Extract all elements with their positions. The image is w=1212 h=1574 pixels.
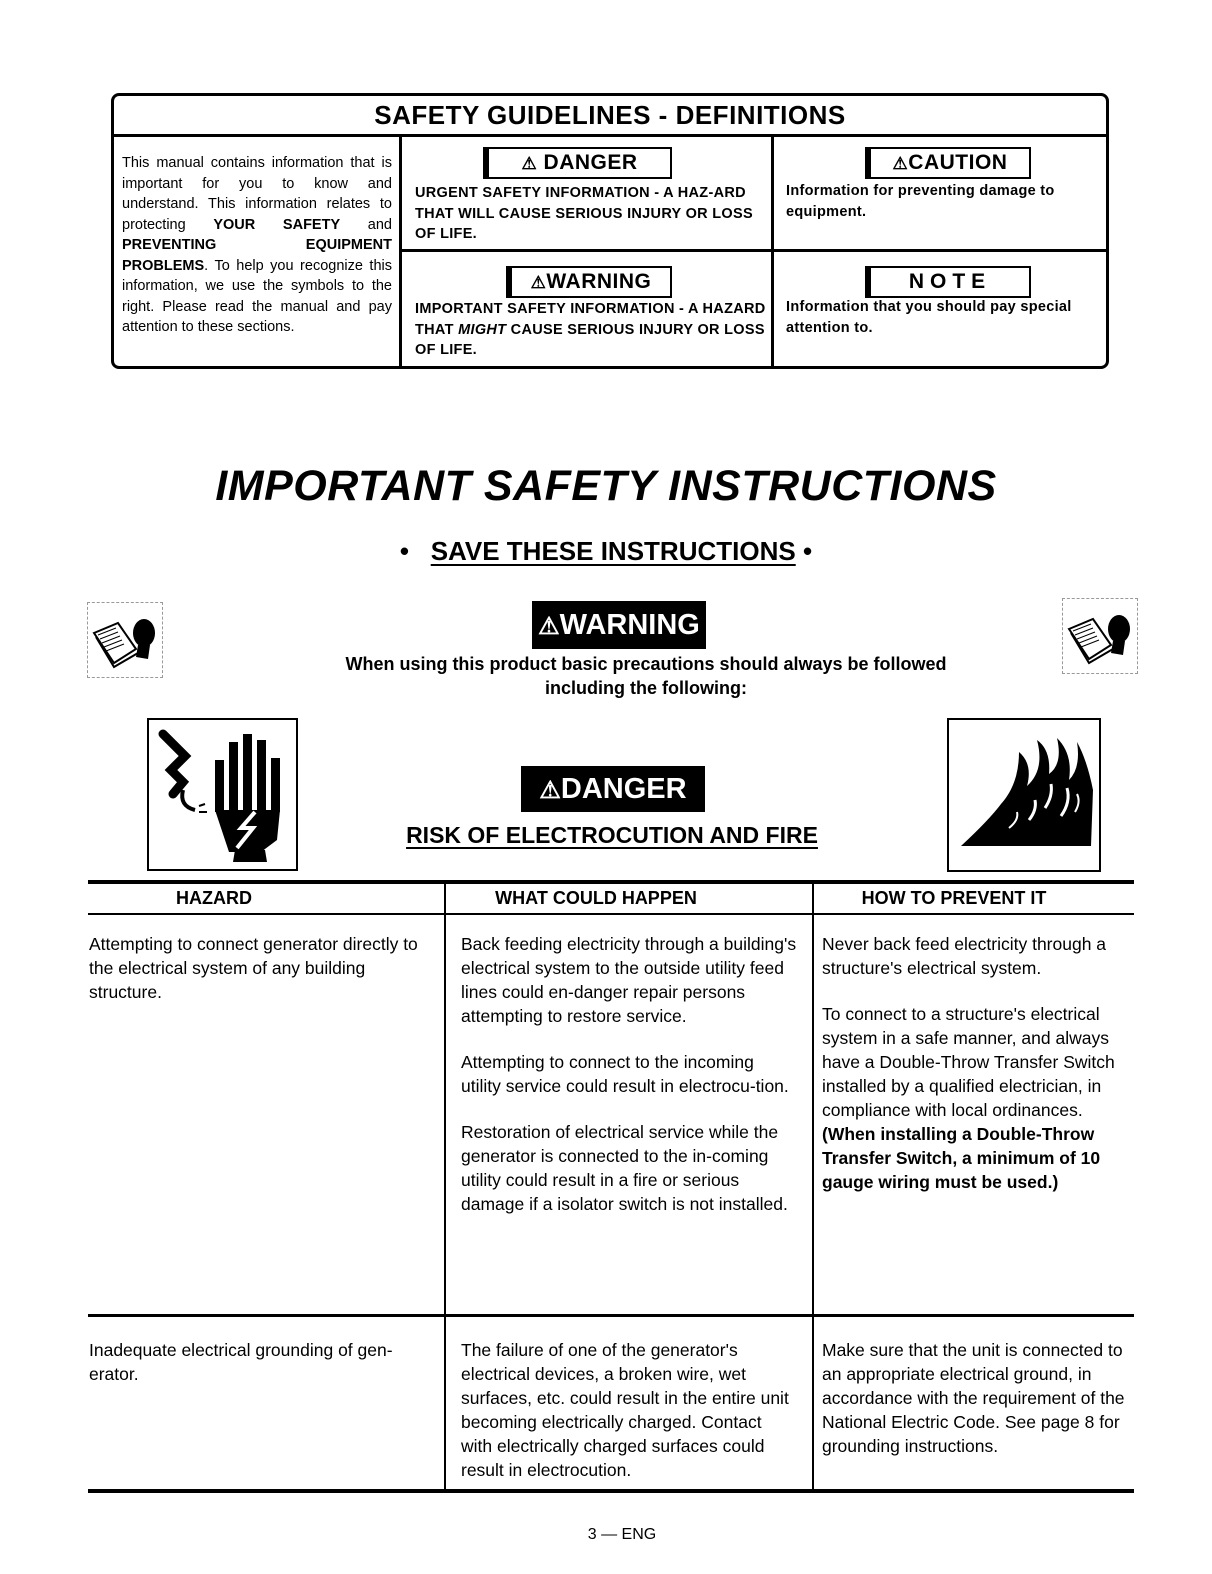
note-description: Information that you should pay special attention to. bbox=[786, 299, 1072, 336]
warning-description: IMPORTANT SAFETY INFORMATION - A HAZARD THAT MIGHT CAUSE SERIOUS INJURY OR LOSS OF LIFE. bbox=[415, 301, 766, 358]
how-to-prevent-cell: Make sure that the unit is connected to an appropriate electrical ground, in accordance with the requirement of the National Electric Code. See page 8 for grounding instructions. bbox=[822, 1340, 1125, 1456]
warning-signal-label: ⚠WARNING bbox=[506, 266, 672, 298]
caution-description: Information for preventing damage to equipment. bbox=[786, 183, 1055, 220]
caution-signal-label: ⚠CAUTION bbox=[865, 147, 1031, 179]
alert-triangle-icon: ⚠ bbox=[530, 273, 547, 292]
precaution-text: When using this product basic precautions should always be followed including the following: bbox=[345, 654, 947, 698]
column-header-what-could-happen: WHAT COULD HAPPEN bbox=[495, 888, 697, 908]
danger-description: URGENT SAFETY INFORMATION - A HAZ-ARD THAT WILL CAUSE SERIOUS INJURY OR LOSS OF LIFE. bbox=[415, 185, 753, 242]
safety-definitions-box bbox=[111, 93, 1109, 369]
risk-title: RISK OF ELECTROCUTION AND FIRE bbox=[406, 822, 818, 848]
what-could-happen-cell: The failure of one of the generator's electrical devices, a broken wire, wet surfaces, etc. could result in the entire unit becoming electrically charged. Contact with electrically charged surfaces could result in electrocution. bbox=[461, 1340, 789, 1480]
divider bbox=[402, 249, 1106, 252]
danger-signal-label: ⚠ DANGER bbox=[483, 147, 672, 179]
alert-triangle-icon: ⚠ bbox=[539, 777, 561, 804]
danger-badge: ⚠DANGER bbox=[521, 766, 705, 812]
page-number: 3 — ENG bbox=[587, 1526, 657, 1543]
save-instructions-text: SAVE THESE INSTRUCTIONS bbox=[430, 536, 796, 566]
bullet: • bbox=[802, 536, 813, 566]
column-divider bbox=[444, 884, 446, 1490]
how-to-prevent-cell: Never back feed electricity through a structure's electrical system. To connect to a structure's electrical system in a safe manner, and always have a Double-Throw Transfer Switch installed by a qualified electrician, in compliance with local ordinances. (When installing a Double-Throw Transfer Switch, a minimum of 10 gauge wiring must be used.) bbox=[822, 934, 1115, 1192]
save-instructions-heading bbox=[0, 536, 1212, 567]
definitions-title: SAFETY GUIDELINES - DEFINITIONS bbox=[114, 96, 1106, 137]
alert-triangle-icon: ⚠ bbox=[538, 613, 560, 640]
column-header-how-to-prevent: HOW TO PREVENT IT bbox=[861, 888, 1047, 908]
column-divider bbox=[812, 884, 814, 1490]
row-rule bbox=[88, 1314, 1134, 1317]
table-bottom-rule bbox=[88, 1489, 1134, 1493]
hazard-cell: Inadequate electrical grounding of gen-erator. bbox=[89, 1340, 393, 1384]
page-title: IMPORTANT SAFETY INSTRUCTIONS bbox=[215, 462, 997, 510]
table-top-rule bbox=[88, 880, 1134, 884]
alert-triangle-icon: ⚠ bbox=[892, 154, 909, 173]
bullet: • bbox=[399, 536, 410, 566]
definitions-intro: This manual contains information that is important for you to know and understand. This information relates to protecting YOUR SAFETY and PREVENTING EQUIPMENT PROBLEMS. To help you recognize this information, we use the symbols to the right. Please read the manual and pay attention to these sections. bbox=[122, 155, 392, 335]
alert-triangle-icon: ⚠ bbox=[521, 154, 538, 173]
column-header-hazard: HAZARD bbox=[176, 888, 252, 908]
warning-badge: ⚠WARNING bbox=[532, 601, 706, 649]
fire-hazard-icon bbox=[947, 718, 1101, 872]
hazard-cell: Attempting to connect generator directly to the electrical system of any building structure. bbox=[89, 934, 418, 1002]
note-signal-label: NOTE bbox=[865, 266, 1031, 298]
header-rule bbox=[88, 913, 1134, 915]
what-could-happen-cell: Back feeding electricity through a building's electrical system to the outside utility feed lines could en-danger repair persons attempting to restore service. Attempting to connect to the incoming utility service could result in electrocu-tion. Restoration of electrical service while the generator is connected to the in-coming utility could result in a fire or serious damage if a isolator switch is not installed. bbox=[461, 934, 797, 1214]
